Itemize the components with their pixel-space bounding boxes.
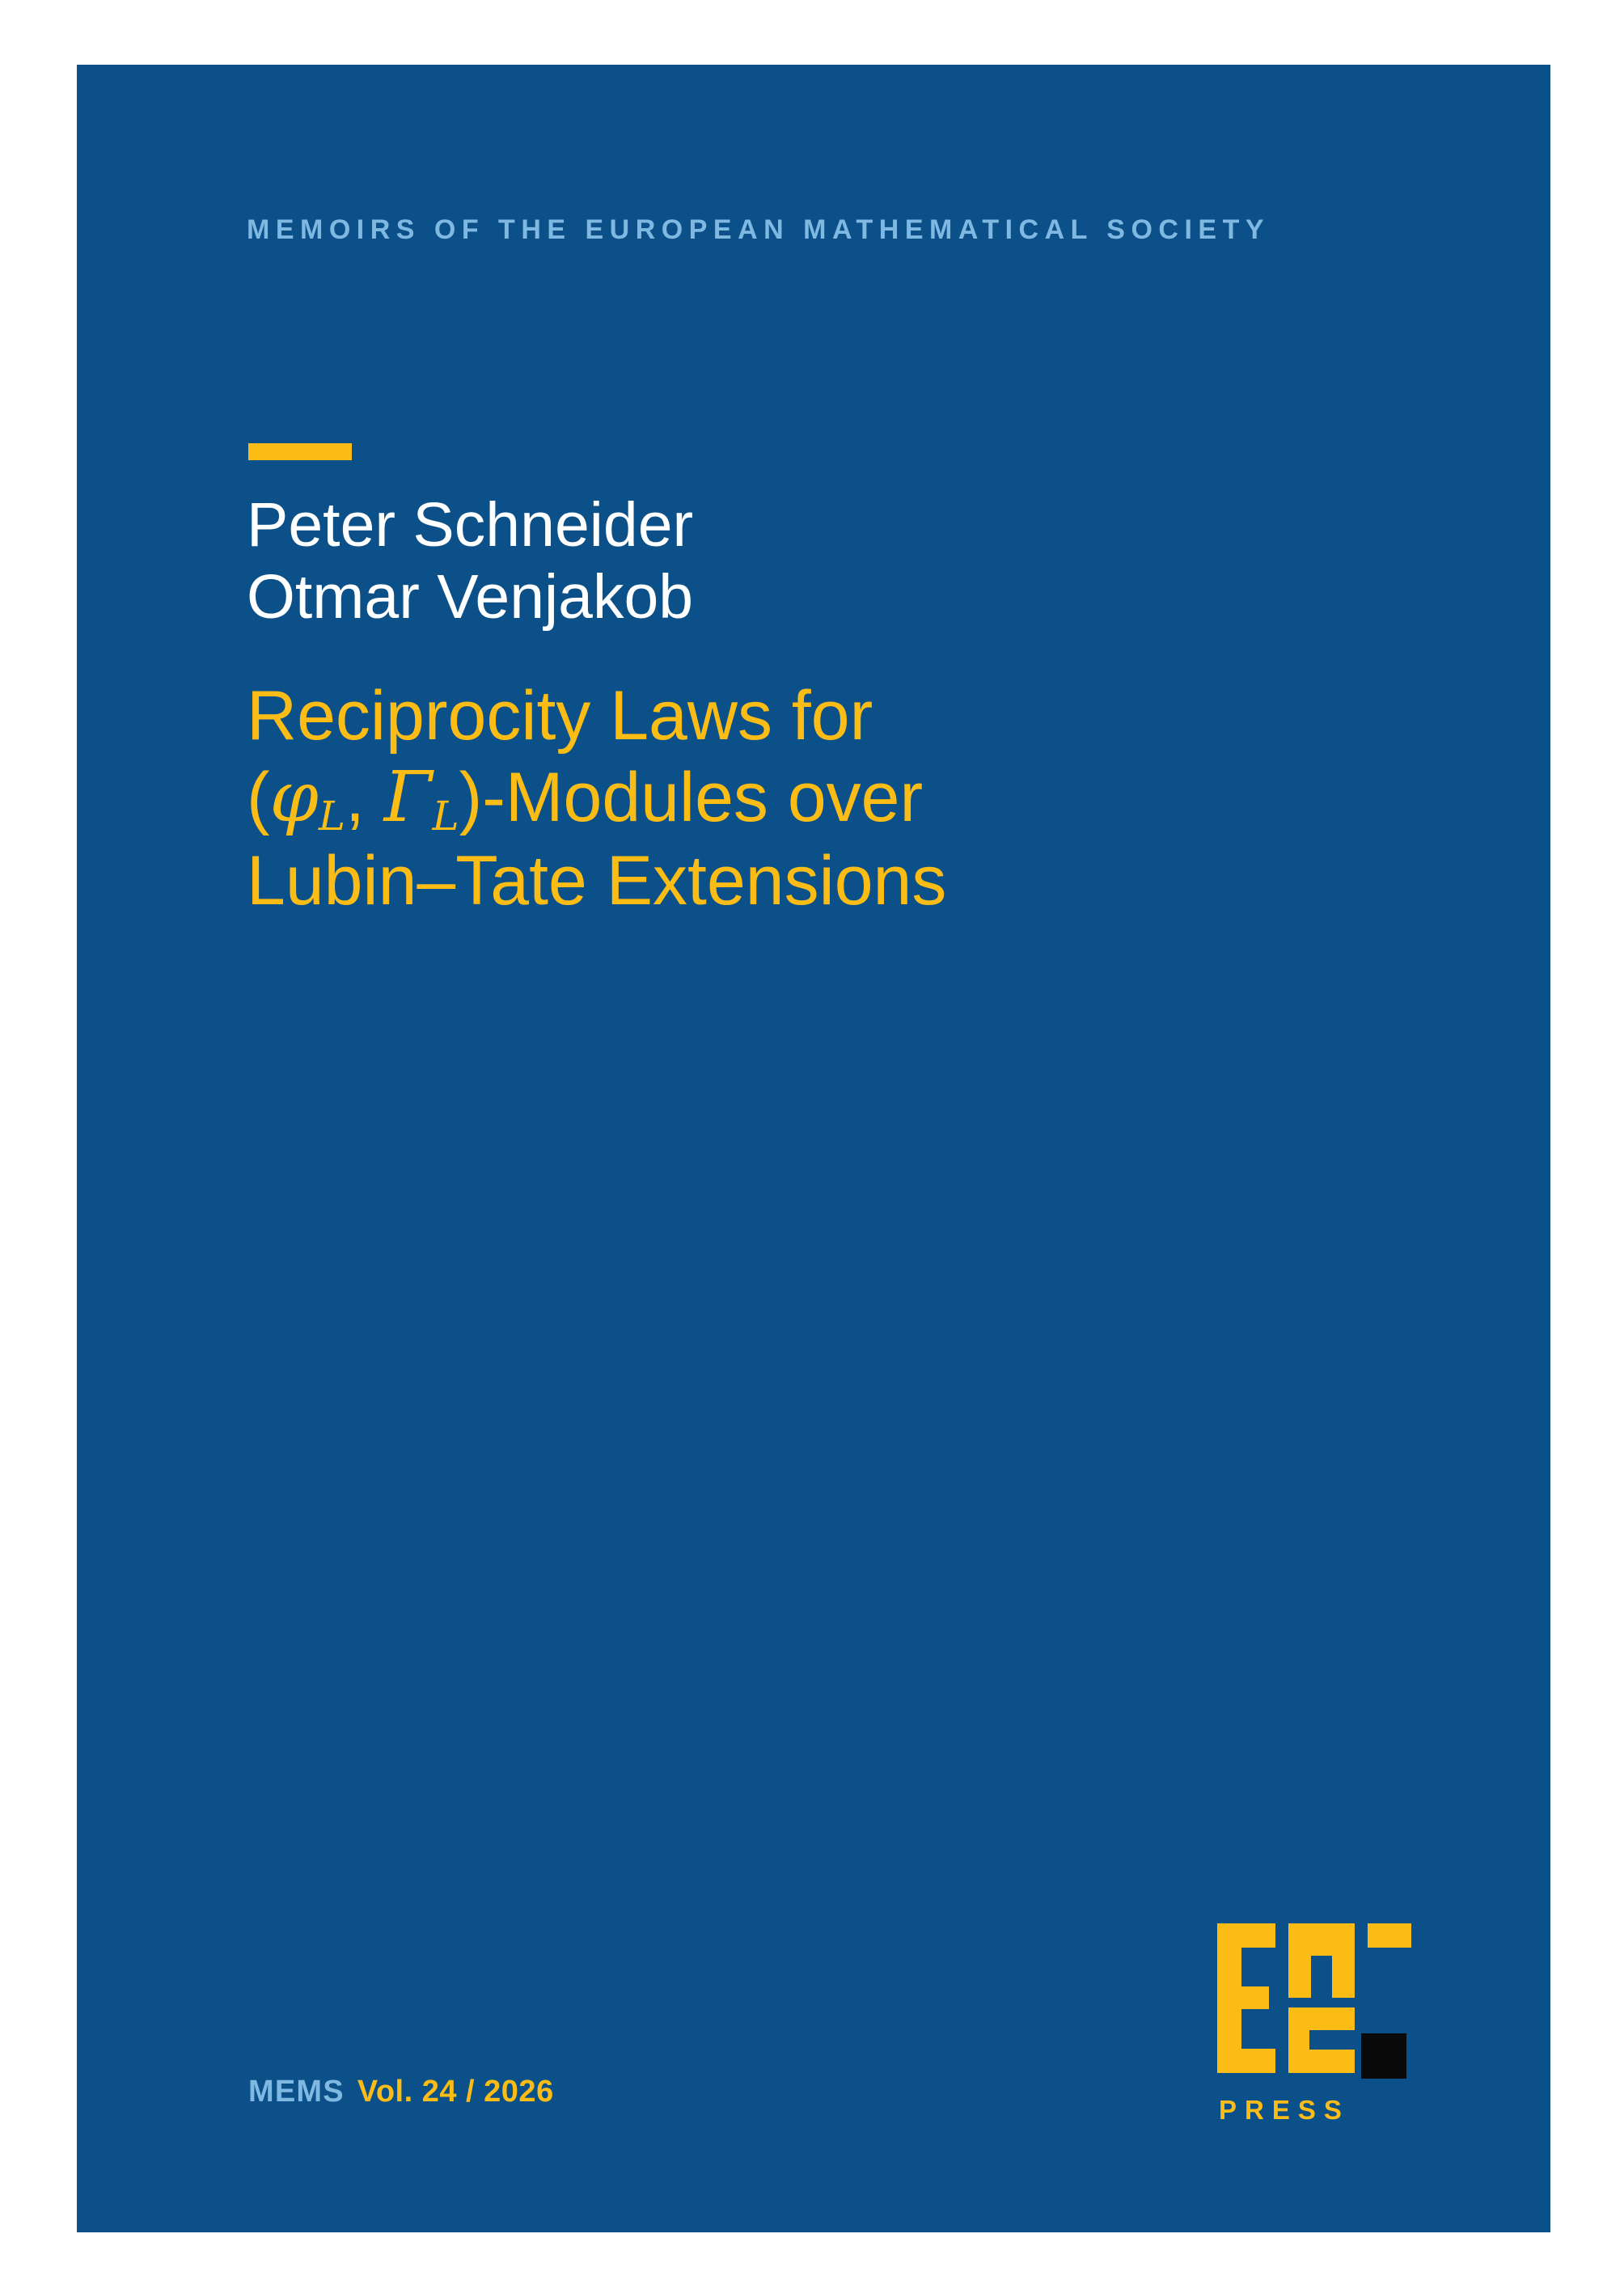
series-title: MEMOIRS OF THE EUROPEAN MATHEMATICAL SOCIETY bbox=[247, 214, 1271, 245]
title-line-2 bbox=[247, 757, 1476, 840]
volume-info bbox=[248, 2075, 554, 2109]
accent-rule bbox=[248, 443, 352, 460]
imprint-abbreviation: MEMS bbox=[248, 2075, 345, 2109]
open-paren: ( bbox=[247, 759, 270, 837]
logo-square-dot bbox=[1361, 2033, 1406, 2079]
author-list bbox=[247, 489, 1460, 634]
title-line-1: Reciprocity Laws for bbox=[247, 677, 873, 755]
author-name: Peter Schneider bbox=[247, 490, 694, 560]
comma: , bbox=[345, 759, 365, 837]
volume-number: Vol. 24 / 2026 bbox=[357, 2075, 554, 2109]
gamma-symbol: Γ bbox=[383, 757, 433, 839]
author-name: Otmar Venjakob bbox=[247, 562, 694, 632]
phi-subscript: L bbox=[318, 793, 345, 840]
phi-symbol: φ bbox=[269, 757, 319, 839]
title-line-3: Lubin–Tate Extensions bbox=[247, 842, 947, 920]
cover-panel bbox=[77, 65, 1550, 2232]
close-paren: ) bbox=[459, 759, 483, 837]
book-title bbox=[247, 675, 1476, 923]
title-line-2-tail: -Modules over bbox=[482, 759, 924, 837]
press-wordmark: PRESS bbox=[1219, 2095, 1350, 2125]
ems-press-logo bbox=[1217, 1923, 1411, 2126]
gamma-subscript: L bbox=[432, 793, 459, 840]
